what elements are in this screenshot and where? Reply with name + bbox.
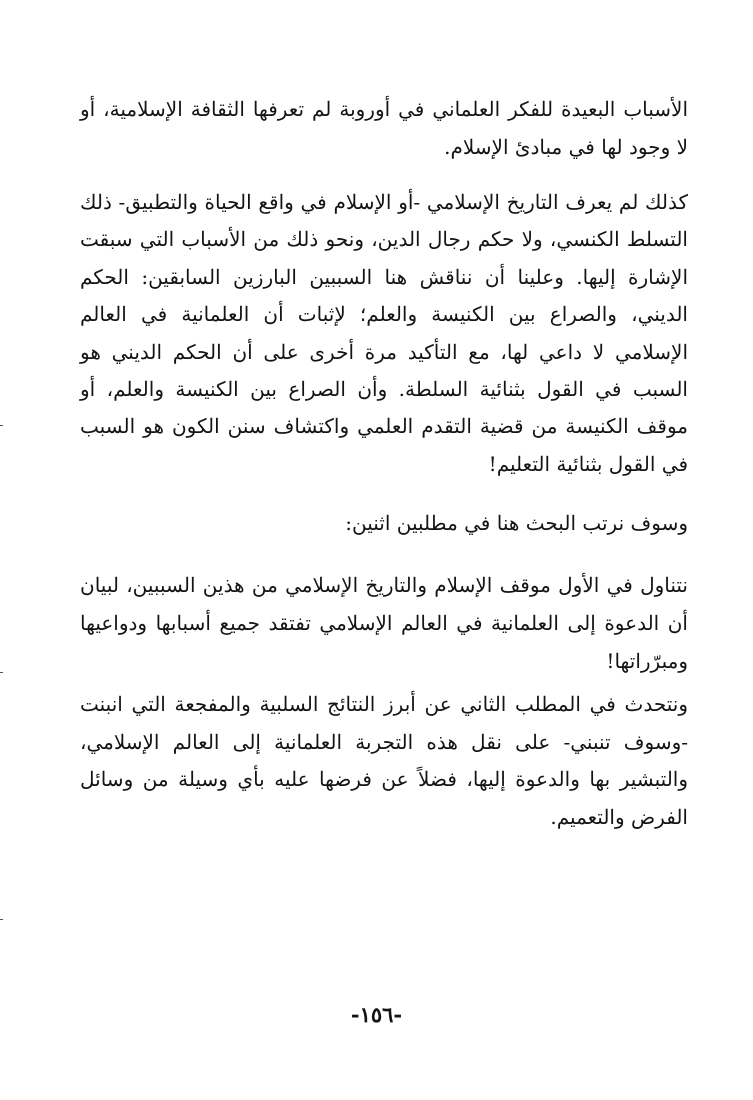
paragraph-5: ونتحدث في المطلب الثاني عن أبرز النتائج السلبية والمفجعة التي انبنت -وسوف تنبني- على نقل هذه التجربة العلمانية إلى العالم الإسلامي، والتبشير بها والدعوة إليها، فضلاً عن فرضها عليه بأي وسيلة من وسائل الفرض والتعميم. bbox=[80, 692, 688, 829]
paragraph-1: الأسباب البعيدة للفكر العلماني في أوروبة لم تعرفها الثقافة الإسلامية، أو لا وجود لها في مبادئ الإسلام. bbox=[80, 97, 688, 159]
scan-edge-mark bbox=[0, 672, 3, 673]
scan-edge-mark bbox=[0, 919, 3, 920]
page-number: -١٥٦- bbox=[350, 1002, 403, 1027]
paragraph-2: كذلك لم يعرف التاريخ الإسلامي -أو الإسلام في واقع الحياة والتطبيق- ذلك التسلط الكنسي، ولا حكم رجال الدين، ونحو ذلك من الأسباب التي سبقت الإشارة إليها. وعلينا أن نناقش هنا السببين البارزين السابقين: الحكم الديني، والصراع بين الكنيسة والعلم؛ لإثبات أن العلمانية في العالم الإسلامي لا داعي لها، مع التأكيد مرة أخرى على أن الحكم الديني هو السبب في القول بثنائية السلطة. وأن الصراع بين الكنيسة والعلم، أو موقف الكنيسة من قضية التقدم العلمي واكتشاف سنن الكون هو السبب في القول بثنائية التعليم! bbox=[80, 190, 688, 476]
paragraph-4: نتناول في الأول موقف الإسلام والتاريخ الإسلامي من هذين السببين، لبيان أن الدعوة إلى العلمانية في العالم الإسلامي تفتقد جميع أسبابها ودواعيها ومبرّراتها! bbox=[80, 573, 688, 673]
paragraph-3: وسوف نرتب البحث هنا في مطلبين اثنين: bbox=[345, 511, 688, 535]
scan-edge-mark bbox=[0, 425, 3, 426]
